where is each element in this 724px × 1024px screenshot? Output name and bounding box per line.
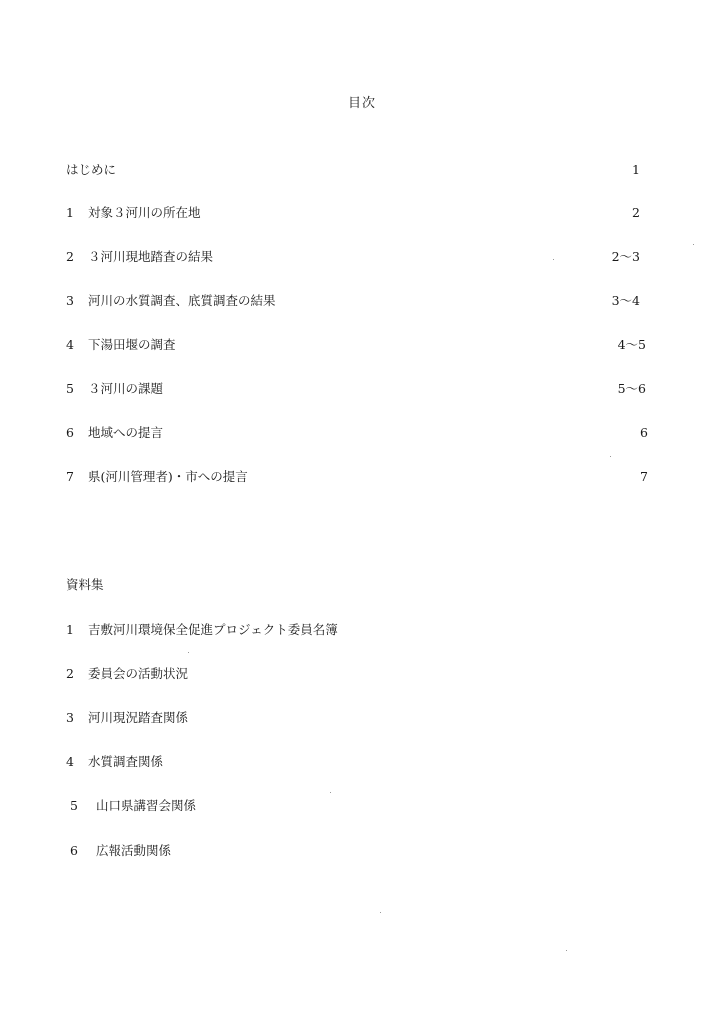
appendix-item-label: 広報活動関係 <box>96 843 172 858</box>
toc-entry-label: ３河川の課題 <box>88 381 164 396</box>
toc-entry-page: 4～5 <box>617 337 646 352</box>
toc-entry-label: 対象３河川の所在地 <box>88 205 201 220</box>
appendix-item-label: 水質調査関係 <box>88 754 164 769</box>
toc-entry-label: 下湯田堰の調査 <box>88 337 176 352</box>
appendix-item <box>70 797 660 815</box>
toc-entry-label: 県(河川管理者)・市への提言 <box>88 469 248 484</box>
appendix-item <box>66 621 656 639</box>
appendix-item-number: 3 <box>66 710 74 725</box>
toc-entry-intro <box>66 161 656 179</box>
toc-entry-page: 6 <box>640 425 648 440</box>
toc-entry-page: 1 <box>632 162 640 177</box>
appendix-heading: 資料集 <box>66 577 104 592</box>
appendix-item-number: 5 <box>70 798 78 813</box>
toc-entry-label: 地域への提言 <box>88 425 164 440</box>
toc-entry-label: はじめに <box>66 162 117 177</box>
toc-entry-number: 6 <box>66 425 74 440</box>
toc-entry-page: 2 <box>632 205 640 220</box>
toc-entry-label: ３河川現地踏査の結果 <box>88 249 214 264</box>
page-title: 目次 <box>347 96 376 111</box>
toc-entry <box>66 468 656 486</box>
scan-speck <box>693 244 694 245</box>
appendix-item <box>70 842 660 860</box>
toc-entry-number: 3 <box>66 293 74 308</box>
appendix-item <box>66 753 656 771</box>
scan-speck <box>380 912 381 913</box>
toc-entry-number: 1 <box>66 205 74 220</box>
scan-speck <box>188 652 189 653</box>
scan-speck <box>566 950 567 951</box>
scan-speck <box>610 456 611 457</box>
toc-entry <box>66 204 656 222</box>
toc-entry-number: 7 <box>66 469 74 484</box>
toc-entry <box>66 292 656 310</box>
toc-entry-page: 5～6 <box>617 381 646 396</box>
toc-entry-number: 2 <box>66 249 74 264</box>
toc-entry-page: 7 <box>640 469 648 484</box>
scan-speck <box>553 259 554 260</box>
toc-entry-number: 4 <box>66 337 74 352</box>
toc-entry-label: 河川の水質調査、底質調査の結果 <box>88 293 276 308</box>
toc-entry <box>66 336 656 354</box>
appendix-item <box>66 665 656 683</box>
toc-entry <box>66 248 656 266</box>
toc-entry-page: 2～3 <box>611 249 640 264</box>
appendix-item-number: 4 <box>66 754 74 769</box>
appendix-item-label: 吉敷河川環境保全促進プロジェクト委員名簿 <box>88 622 338 637</box>
appendix-item <box>66 709 656 727</box>
appendix-item-label: 河川現況踏査関係 <box>88 710 189 725</box>
toc-entry-page: 3～4 <box>611 293 640 308</box>
appendix-item-number: 1 <box>66 622 74 637</box>
appendix-item-label: 委員会の活動状況 <box>88 666 189 681</box>
toc-entry <box>66 380 656 398</box>
appendix-item-number: 2 <box>66 666 74 681</box>
toc-entry-number: 5 <box>66 381 74 396</box>
scan-speck <box>330 792 331 793</box>
appendix-item-label: 山口県講習会関係 <box>96 798 197 813</box>
toc-entry <box>66 424 656 442</box>
appendix-item-number: 6 <box>70 843 78 858</box>
